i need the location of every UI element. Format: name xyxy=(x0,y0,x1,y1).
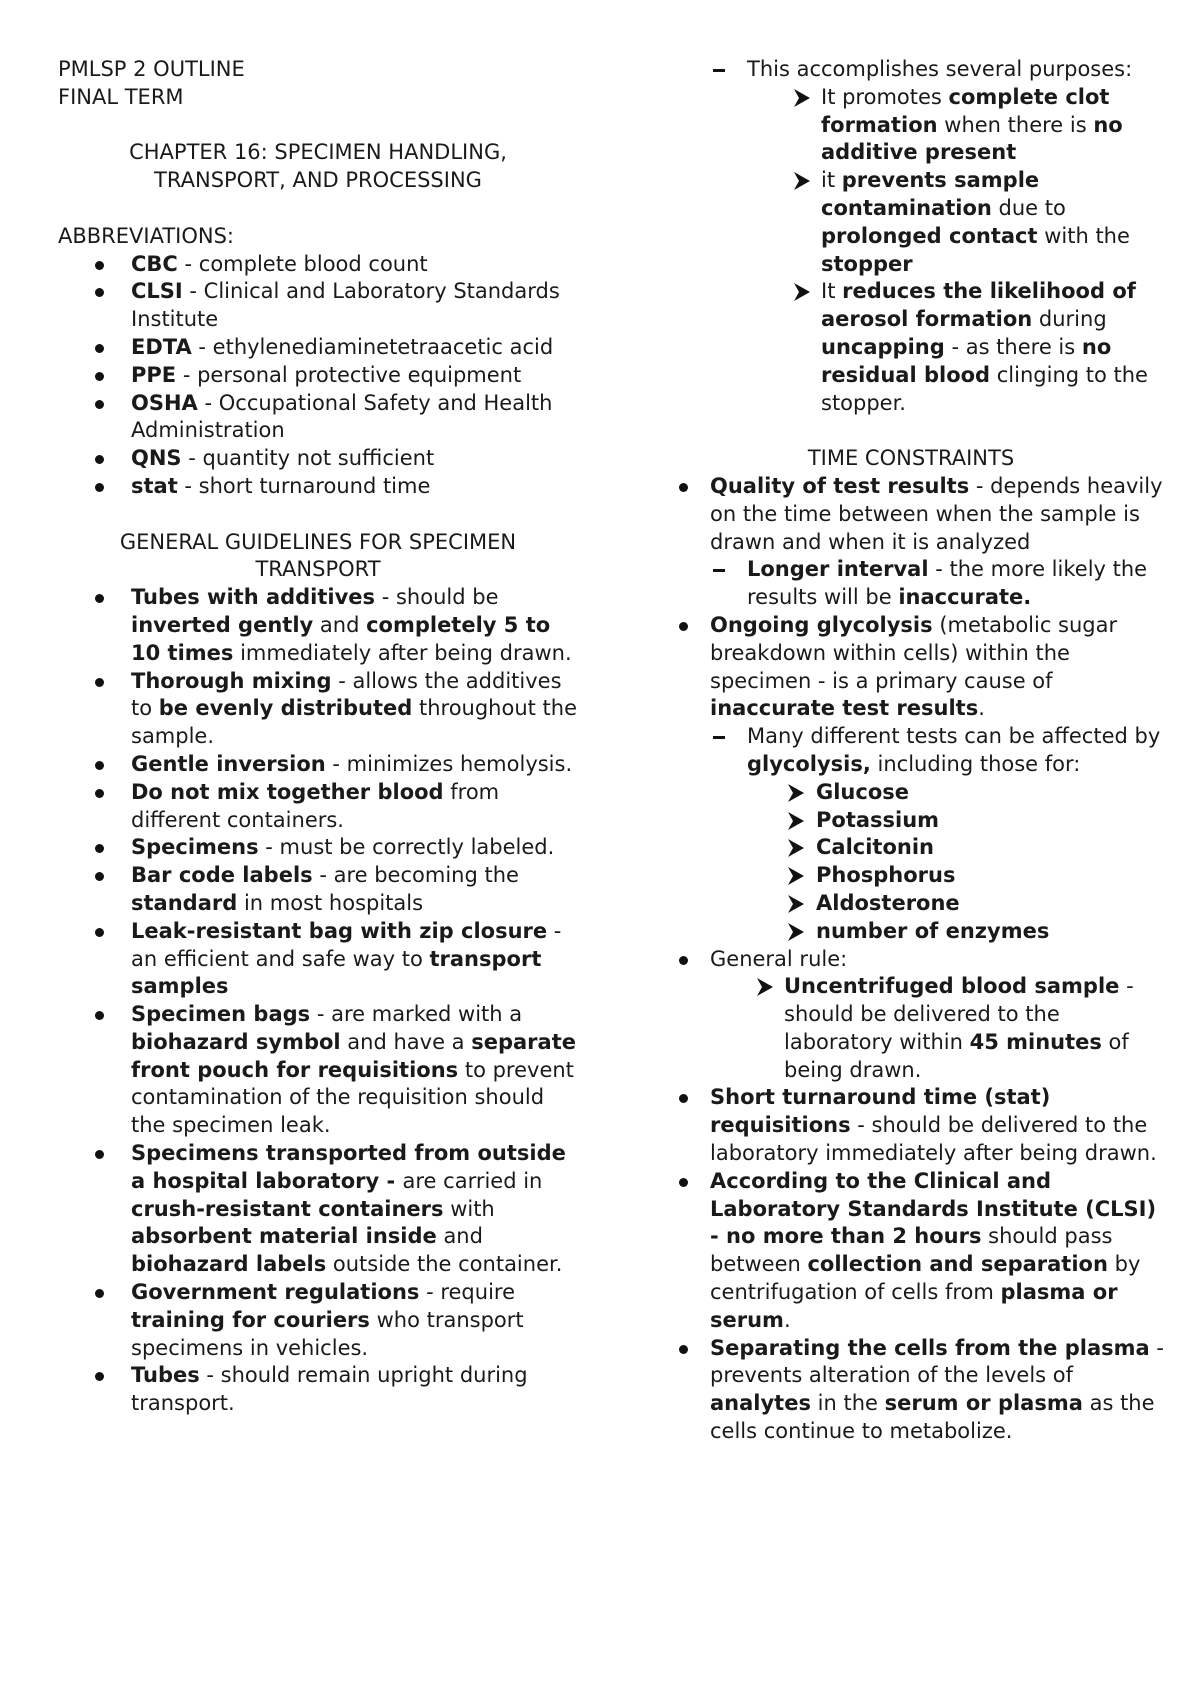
chapter-title-line-1: CHAPTER 16: SPECIMEN HANDLING, xyxy=(129,140,507,165)
general-rule-item: Uncentrifuged blood sample - should be delivered to the laboratory within 45 minutes of being drawn. xyxy=(651,973,1171,1084)
guideline-item: Bar code labels - are becoming the standard in most hospitals xyxy=(58,862,578,918)
guideline-item: Thorough mixing - allows the additives to be evenly distributed throughout the sample. xyxy=(58,668,578,751)
guideline-item: Leak-resistant bag with zip closure - an efficient and safe way to transport samples xyxy=(58,918,578,1001)
time-constraints-list-4 xyxy=(651,1084,1171,1445)
guideline-item: Tubes - should remain upright during transport. xyxy=(58,1362,578,1418)
upright-purposes-intro: This accomplishes several purposes: xyxy=(651,56,1171,84)
time-constraints-list xyxy=(651,473,1171,556)
arrow-bullet-icon xyxy=(787,894,805,914)
abbreviation-item: CLSI - Clinical and Laboratory Standards Institute xyxy=(58,278,578,334)
left-column xyxy=(58,56,578,1418)
affected-test-item: Glucose xyxy=(651,779,1171,807)
constraint-item: Separating the cells from the plasma - prevents alteration of the levels of analytes in the serum or plasma as the cells continue to metabolize. xyxy=(651,1335,1171,1446)
transport-heading-line-1: GENERAL GUIDELINES FOR SPECIMEN xyxy=(119,529,517,554)
constraint-subitem: Longer interval - the more likely the results will be inaccurate. xyxy=(651,556,1171,612)
upright-purposes-list xyxy=(651,84,1171,418)
purpose-item: It promotes complete clot formation when there is no additive present xyxy=(651,84,1171,167)
arrow-bullet-icon xyxy=(756,977,774,997)
arrow-bullet-icon xyxy=(787,811,805,831)
arrow-bullet-icon xyxy=(793,282,811,302)
arrow-bullet-icon xyxy=(787,838,805,858)
arrow-bullet-icon xyxy=(787,783,805,803)
abbreviation-item: stat - short turnaround time xyxy=(58,473,578,501)
abbreviation-item: OSHA - Occupational Safety and Health Administration xyxy=(58,390,578,446)
constraint-item: According to the Clinical and Laboratory Standards Institute (CLSI) - no more than 2 hours should pass between collection and separation by centrifugation of cells from plasma or serum. xyxy=(651,1168,1171,1335)
transport-guidelines-list xyxy=(58,584,578,1418)
constraint-item: Quality of test results - depends heavily on the time between when the sample is drawn and when it is analyzed xyxy=(651,473,1171,556)
affected-test-item: Potassium xyxy=(651,807,1171,835)
constraint-subitem: Many different tests can be affected by glycolysis, including those for: xyxy=(651,723,1171,779)
guideline-item: Do not mix together blood from different containers. xyxy=(58,779,578,835)
guideline-item: Gentle inversion - minimizes hemolysis. xyxy=(58,751,578,779)
constraint-item: Ongoing glycolysis (metabolic sugar breakdown within cells) within the specimen - is a primary cause of inaccurate test results. xyxy=(651,612,1171,723)
constraint-item: General rule: xyxy=(651,946,1171,974)
constraint-item: Short turnaround time (stat) requisitions - should be delivered to the laboratory immediately after being drawn. xyxy=(651,1084,1171,1167)
affected-test-item: Calcitonin xyxy=(651,834,1171,862)
guideline-item: Specimens transported from outside a hospital laboratory - are carried in crush-resistant containers with absorbent material inside and biohazard labels outside the container. xyxy=(58,1140,578,1279)
right-column xyxy=(651,56,1171,1446)
guideline-item: Tubes with additives - should be inverted gently and completely 5 to 10 times immediately after being drawn. xyxy=(58,584,578,667)
affected-test-item: Aldosterone xyxy=(651,890,1171,918)
guideline-item: Specimens - must be correctly labeled. xyxy=(58,834,578,862)
abbreviations-list xyxy=(58,251,578,501)
time-constraints-list-3 xyxy=(651,946,1171,974)
purpose-item: it prevents sample contamination due to prolonged contact with the stopper xyxy=(651,167,1171,278)
time-constraints-list-2 xyxy=(651,612,1171,723)
affected-test-item: number of enzymes xyxy=(651,918,1171,946)
doc-title: PMLSP 2 OUTLINE xyxy=(58,57,245,81)
abbreviation-item: CBC - complete blood count xyxy=(58,251,578,279)
purpose-item: It reduces the likelihood of aerosol formation during uncapping - as there is no residual blood clinging to the stopper. xyxy=(651,278,1171,417)
guideline-item: Government regulations - require training for couriers who transport specimens in vehicles. xyxy=(58,1279,578,1362)
doc-subtitle: FINAL TERM xyxy=(58,84,184,109)
transport-heading-line-2: TRANSPORT xyxy=(255,557,381,582)
arrow-bullet-icon xyxy=(787,866,805,886)
arrow-bullet-icon xyxy=(793,171,811,191)
guideline-item: Specimen bags - are marked with a biohazard symbol and have a separate front pouch for requisitions to prevent contamination of the requisition should the specimen leak. xyxy=(58,1001,578,1140)
arrow-bullet-icon xyxy=(787,922,805,942)
affected-tests-list xyxy=(651,779,1171,946)
abbreviation-item: EDTA - ethylenediaminetetraacetic acid xyxy=(58,334,578,362)
abbreviation-item: PPE - personal protective equipment xyxy=(58,362,578,390)
affected-test-item: Phosphorus xyxy=(651,862,1171,890)
abbreviations-heading: ABBREVIATIONS: xyxy=(58,223,234,248)
chapter-title-line-2: TRANSPORT, AND PROCESSING xyxy=(154,168,482,193)
abbreviation-item: QNS - quantity not sufficient xyxy=(58,445,578,473)
time-constraints-heading: TIME CONSTRAINTS xyxy=(807,446,1015,471)
arrow-bullet-icon xyxy=(793,88,811,108)
